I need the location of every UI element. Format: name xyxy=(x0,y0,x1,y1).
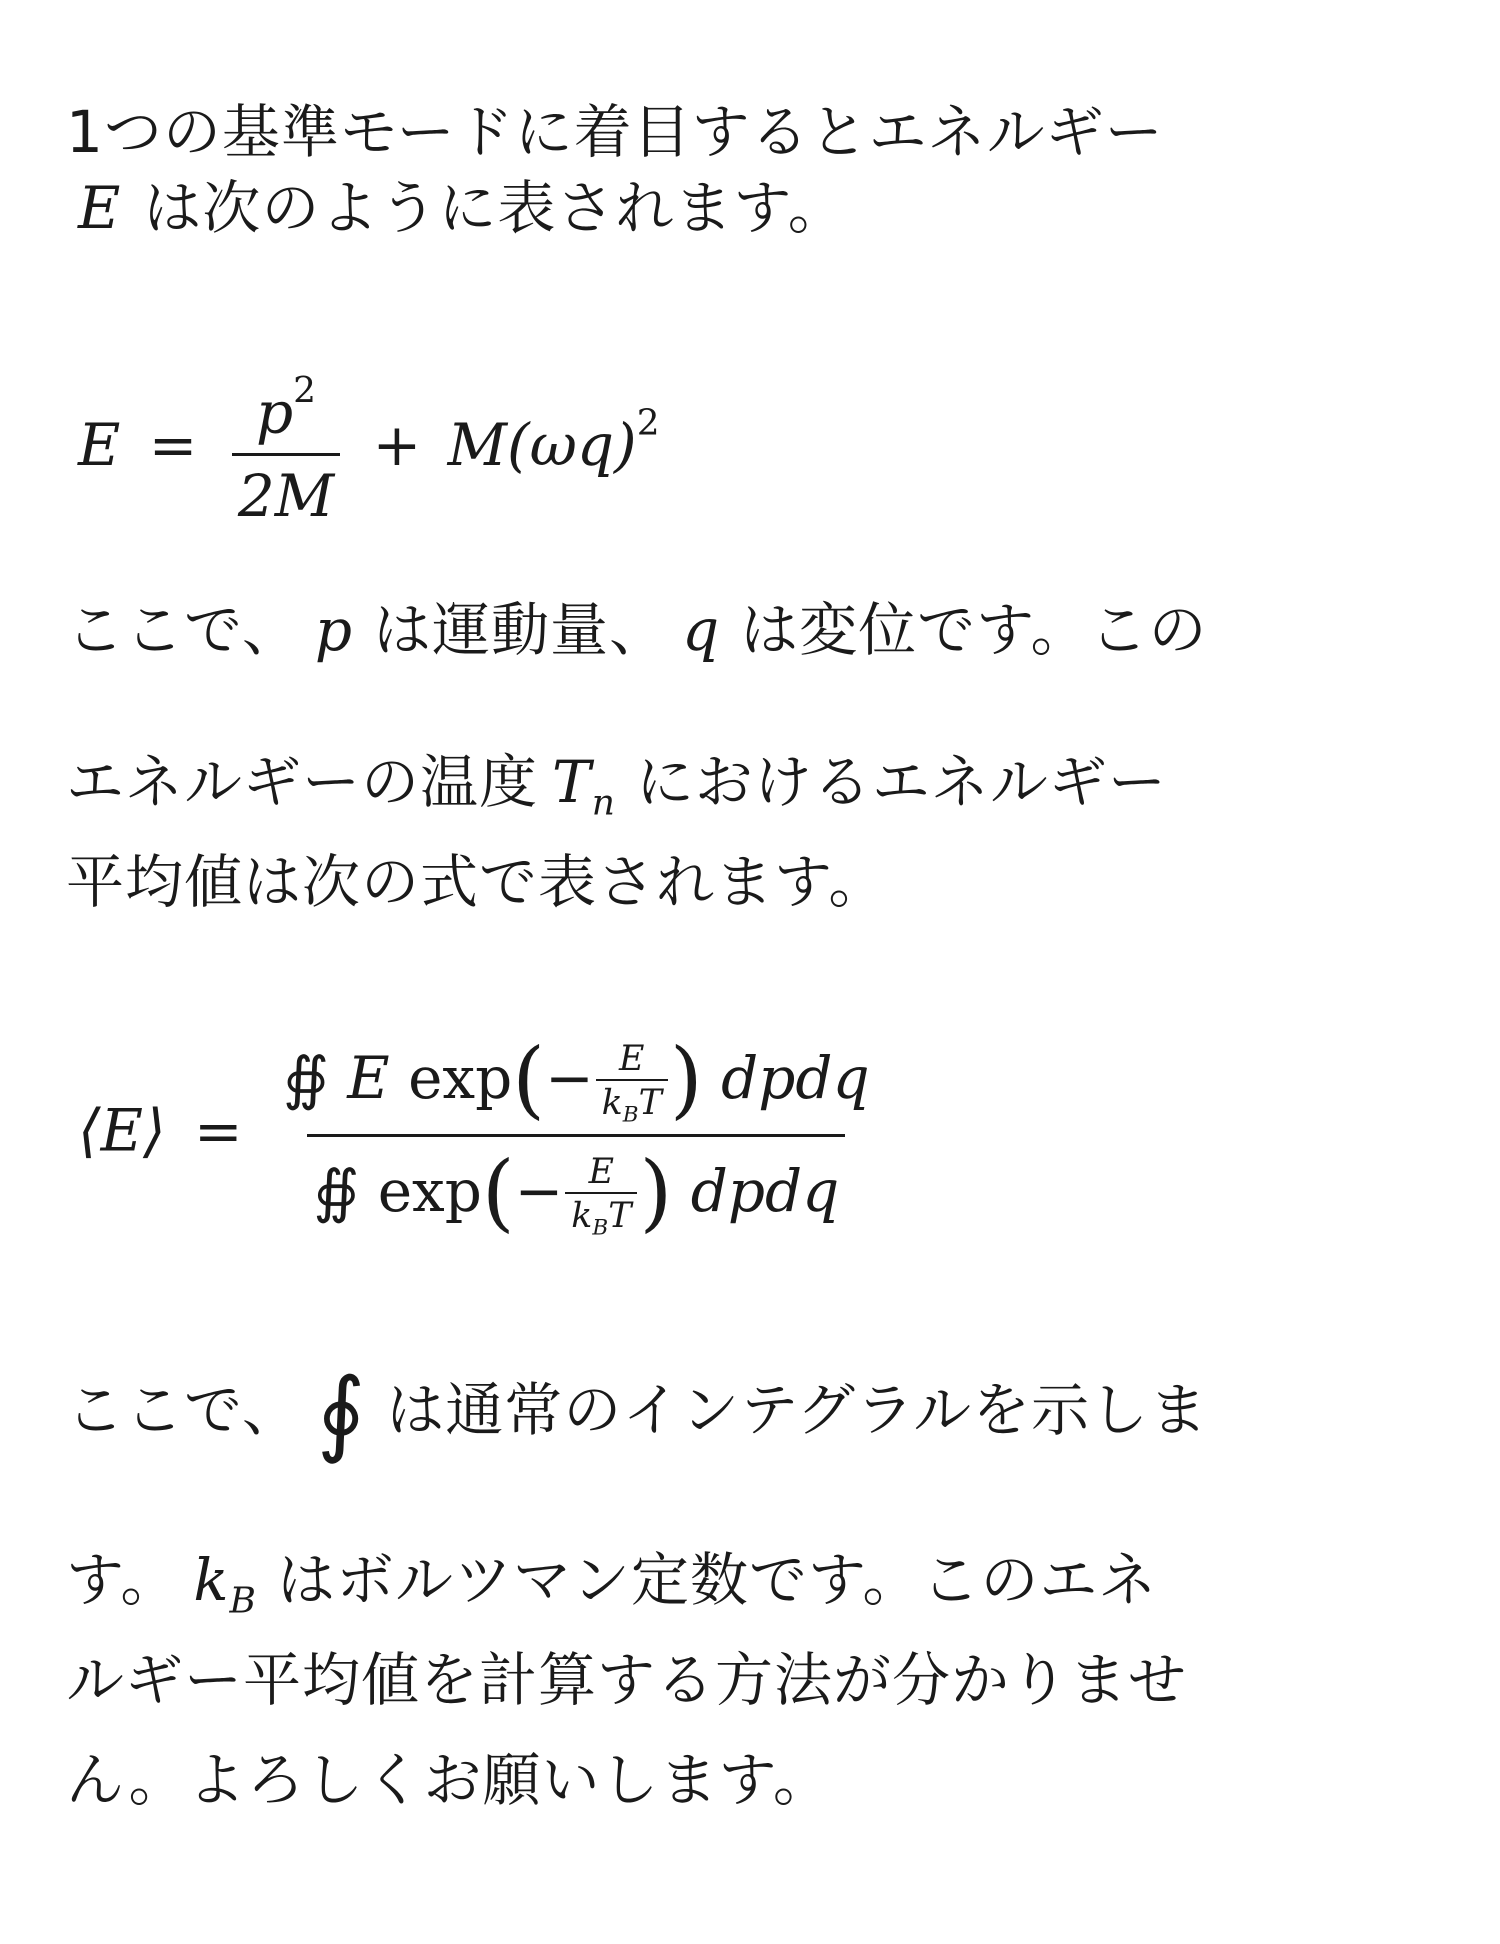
contour-integral-symbol: ∮ xyxy=(316,1357,367,1466)
paragraph3-line3 xyxy=(66,1640,1187,1720)
eq1-plus: + xyxy=(372,410,422,479)
differentials: dpdq xyxy=(690,1156,840,1225)
eq2-equals: = xyxy=(194,1096,243,1165)
minus-sign: − xyxy=(514,1156,564,1225)
k-sub: B xyxy=(229,1580,257,1622)
math-variable-E: E xyxy=(78,174,122,242)
text: ここで、 xyxy=(66,1376,301,1444)
math-variable-Tn xyxy=(552,748,616,824)
text: ここで、 xyxy=(66,596,301,664)
inner-fraction xyxy=(565,1152,637,1241)
eq2-fraction xyxy=(277,1030,876,1241)
inner-fraction xyxy=(596,1039,668,1128)
paragraph3-line1 xyxy=(66,1357,1209,1466)
eq1-numerator xyxy=(250,370,322,453)
paragraph3-line4 xyxy=(66,1740,832,1820)
double-contour-integral-symbol: ∯ xyxy=(313,1156,360,1225)
text: 1つの基準モードに着目するとエネルギー xyxy=(66,98,1164,166)
paragraph3-line2 xyxy=(66,1540,1157,1642)
T: T xyxy=(608,1195,632,1236)
right-paren: ) xyxy=(639,1143,673,1241)
text: ルギー平均値を計算する方法が分かりませ xyxy=(66,1646,1188,1714)
text: におけるエネルギー xyxy=(635,748,1167,816)
equation-energy xyxy=(78,370,660,530)
text: はボルツマン定数です。このエネ xyxy=(276,1546,1158,1614)
T-sub: n xyxy=(591,782,616,824)
text: は運動量、 xyxy=(372,596,668,664)
paragraph2-line3 xyxy=(66,842,887,922)
eq1-equals: = xyxy=(148,410,198,479)
exp-function: exp xyxy=(377,1156,482,1225)
inner-numerator: E xyxy=(619,1038,645,1079)
eq1-fraction xyxy=(232,370,340,530)
eq2-lhs: ⟨E⟩ xyxy=(78,1096,166,1165)
eq1-term: M(ωq) xyxy=(447,410,637,479)
eq1-lhs: E xyxy=(78,410,121,479)
inner-numerator: E xyxy=(588,1151,615,1192)
text: は次のように表されます。 xyxy=(143,174,847,242)
eq1-term-exp: 2 xyxy=(636,402,660,444)
num-base: p xyxy=(255,378,294,447)
differentials: dpdq xyxy=(721,1043,870,1112)
inner-denominator xyxy=(565,1192,637,1241)
eq1-denominator: 2M xyxy=(232,453,340,530)
left-paren: ( xyxy=(512,1030,546,1128)
k: k xyxy=(193,1546,230,1614)
equation-mean-energy xyxy=(78,1030,882,1241)
k: k xyxy=(571,1195,593,1236)
eq2-numerator xyxy=(277,1030,876,1134)
text: エネルギーの温度 xyxy=(66,748,539,816)
double-contour-integral-symbol: ∯ xyxy=(283,1043,329,1112)
left-paren: ( xyxy=(481,1143,515,1241)
eq2-denominator xyxy=(307,1134,845,1241)
text: は通常のインテグラルを示しま xyxy=(386,1376,1209,1444)
k-sub: B xyxy=(622,1102,639,1128)
text: 平均値は次の式で表されます。 xyxy=(66,848,888,916)
math-variable-p: p xyxy=(314,596,353,664)
num-E: E xyxy=(347,1043,390,1112)
k: k xyxy=(601,1082,623,1123)
inner-denominator xyxy=(596,1079,668,1128)
text: は変位です。この xyxy=(740,596,1208,664)
k-sub: B xyxy=(592,1215,609,1241)
right-paren: ) xyxy=(669,1030,703,1128)
text: ん。よろしくお願いします。 xyxy=(66,1746,832,1814)
paragraph1-line2 xyxy=(66,168,847,248)
num-exp: 2 xyxy=(293,370,316,411)
paragraph2-line1 xyxy=(66,590,1208,670)
T: T xyxy=(638,1082,662,1123)
paragraph1-line1 xyxy=(66,92,1164,172)
exp-function: exp xyxy=(408,1043,513,1112)
T: T xyxy=(552,748,592,816)
paragraph2-line2 xyxy=(66,742,1167,844)
math-variable-q: q xyxy=(682,596,721,664)
text: す。 xyxy=(66,1546,180,1614)
math-variable-kB xyxy=(193,1546,257,1622)
minus-sign: − xyxy=(545,1043,594,1112)
